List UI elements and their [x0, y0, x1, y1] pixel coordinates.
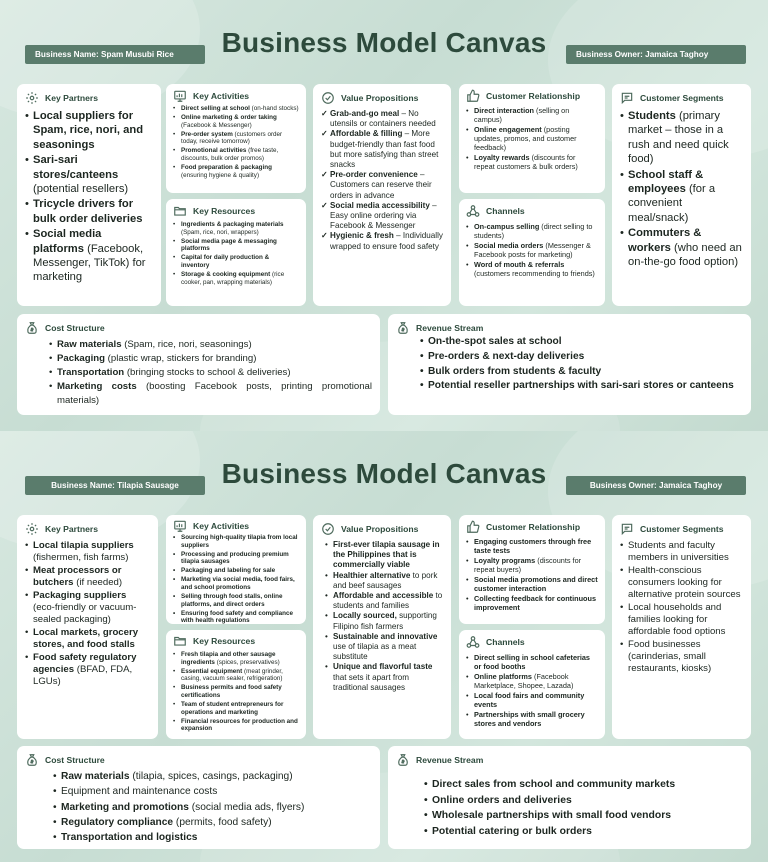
list-item: • Social media orders (Messenger & Facebook posts for marketing)	[466, 241, 598, 259]
revenue-stream-card	[388, 746, 751, 849]
customer-segments-list	[620, 109, 743, 269]
list-item: • Processing and producing premium tilapia sausages	[173, 551, 299, 566]
list-item: ✓ Affordable & filling – More budget-friendly than fast food but more satisfying than street snacks	[321, 129, 443, 170]
list-item: • On-the-spot sales at school	[420, 335, 743, 350]
card-title: Customer Segments	[640, 93, 724, 103]
key-partners-card	[17, 84, 161, 306]
list-item: • Meat processors or butchers (if needed)	[25, 565, 150, 589]
list-item: • Capital for daily production & inventory	[173, 254, 299, 269]
list-item: • Packaging and labeling for sale	[173, 567, 299, 575]
list-item: • Commuters & workers (who need an on-the-go food option)	[620, 226, 743, 269]
list-item: • Online engagement (posting updates, promos, and customer feedback)	[466, 125, 598, 152]
list-item: ✓ Grab-and-go meal – No utensils or containers needed	[321, 109, 443, 129]
list-item: • Wholesale partnerships with small food vendors	[424, 808, 743, 824]
thumbs-up-icon	[466, 89, 480, 103]
customer-relationship-card	[459, 515, 605, 624]
key-resources-list	[173, 651, 299, 733]
network-icon	[466, 635, 480, 649]
customer-relationship-card	[459, 84, 605, 193]
list-item: • First-ever tilapia sausage in the Philippines that is commercially viable	[325, 540, 443, 571]
customer-relationship-list	[466, 106, 598, 171]
list-item: • School staff & employees (for a convenient meal/snack)	[620, 168, 743, 226]
list-item: • Pre-order system (customers order today, receive tomorrow)	[173, 131, 299, 146]
list-item: • Food preparation & packaging (ensuring hygiene & quality)	[173, 164, 299, 179]
badge-icon	[321, 91, 335, 105]
customer-segments-card	[612, 515, 751, 739]
list-item: • Unique and flavorful taste that sets it apart from traditional sausages	[325, 662, 443, 693]
chat-icon	[620, 522, 634, 536]
list-item: • Storage & cooking equipment (rice cooker, pan, wrapping materials)	[173, 271, 299, 286]
page-title: Business Model Canvas	[221, 458, 547, 489]
list-item: • Raw materials (Spam, rice, nori, seasonings)	[49, 338, 372, 352]
list-item: • Local households and families looking for affordable food options	[620, 602, 743, 638]
network-icon	[466, 204, 480, 218]
business-name-badge: Business Name: Spam Musubi Rice	[25, 45, 205, 64]
channels-list	[466, 653, 598, 728]
cost-structure-list	[53, 769, 372, 845]
card-title: Cost Structure	[45, 755, 105, 765]
list-item: • Financial resources for production and expansion	[173, 718, 299, 733]
list-item: • Social media platforms (Facebook, Messenger, TikTok) for marketing	[25, 227, 153, 285]
key-partners-list	[25, 540, 150, 688]
list-item: • Engaging customers through free taste tests	[466, 537, 598, 555]
list-item: • Affordable and accessible to students and families	[325, 591, 443, 611]
list-item: • Potential reseller partnerships with sari-sari stores or canteens	[420, 379, 743, 394]
money-bag-icon	[396, 321, 410, 335]
list-item: • Direct interaction (selling on campus)	[466, 106, 598, 124]
revenue-stream-list	[424, 777, 743, 839]
thumbs-up-icon	[466, 520, 480, 534]
list-item: • Selling through food stalls, online platforms, and direct orders	[173, 593, 299, 608]
business-owner-badge: Business Owner: Jamaica Taghoy	[566, 45, 746, 64]
card-title: Key Resources	[193, 636, 256, 646]
card-title: Channels	[486, 637, 525, 647]
channels-list	[466, 222, 598, 278]
folder-icon	[173, 204, 187, 218]
chart-icon	[173, 89, 187, 103]
revenue-stream-list	[420, 335, 743, 394]
gear-icon	[25, 522, 39, 536]
list-item: • Students (primary market – those in a rush and need quick food)	[620, 109, 743, 167]
list-item: • Sustainable and innovative use of tilapia as a meat substitute	[325, 632, 443, 663]
list-item: • Transportation and logistics	[53, 830, 372, 845]
list-item: • Sari-sari stores/canteens (potential resellers)	[25, 153, 153, 196]
list-item: • Marketing costs (boosting Facebook posts, printing promotional materials)	[49, 380, 372, 408]
card-title: Value Propositions	[341, 524, 419, 534]
card-title: Key Activities	[193, 521, 250, 531]
list-item: ✓ Hygienic & fresh – Individually wrapped to ensure food safety	[321, 231, 443, 251]
list-item: ✓ Pre-order convenience – Customers can reserve their orders in advance	[321, 170, 443, 201]
money-bag-icon	[25, 753, 39, 767]
list-item: • Online platforms (Facebook Marketplace, Shopee, Lazada)	[466, 672, 598, 690]
list-item: • Ingredients & packaging materials (Spam, rice, nori, wrappers)	[173, 221, 299, 236]
list-item: • Partnerships with small grocery stores and vendors	[466, 710, 598, 728]
card-title: Value Propositions	[341, 93, 419, 103]
list-item: • Health-conscious consumers looking for alternative protein sources	[620, 565, 743, 601]
page-title: Business Model Canvas	[221, 27, 547, 58]
list-item: • Business permits and food safety certifications	[173, 684, 299, 699]
list-item: • Direct selling at school (on-hand stocks)	[173, 105, 299, 113]
key-activities-list	[173, 534, 299, 624]
channels-card	[459, 199, 605, 306]
card-title: Key Resources	[193, 206, 256, 216]
list-item: • Local markets, grocery stores, and food stalls	[25, 627, 150, 651]
card-title: Customer Relationship	[486, 522, 581, 532]
list-item: • Regulatory compliance (permits, food safety)	[53, 815, 372, 830]
list-item: • Transportation (bringing stocks to school & deliveries)	[49, 366, 372, 380]
list-item: • Promotional activities (free taste, discounts, bulk order promos)	[173, 147, 299, 162]
badge-icon	[321, 522, 335, 536]
value-propositions-list	[321, 109, 443, 252]
business-name-badge: Business Name: Tilapia Sausage	[25, 476, 205, 495]
list-item: • Locally sourced, supporting Filipino fish farmers	[325, 611, 443, 631]
revenue-stream-card	[388, 314, 751, 415]
list-item: • On-campus selling (direct selling to students)	[466, 222, 598, 240]
list-item: • Marketing via social media, food fairs, and school promotions	[173, 576, 299, 591]
list-item: • Marketing and promotions (social media ads, flyers)	[53, 800, 372, 815]
channels-card	[459, 630, 605, 739]
customer-relationship-list	[466, 537, 598, 612]
list-item: • Loyalty programs (discounts for repeat buyers)	[466, 556, 598, 574]
list-item: • Pre-orders & next-day deliveries	[420, 350, 743, 365]
card-title: Cost Structure	[45, 323, 105, 333]
list-item: • Sourcing high-quality tilapia from local suppliers	[173, 534, 299, 549]
list-item: • Word of mouth & referrals (customers recommending to friends)	[466, 260, 598, 278]
list-item: • Collecting feedback for continuous improvement	[466, 594, 598, 612]
customer-segments-card	[612, 84, 751, 306]
list-item: • Raw materials (tilapia, spices, casings, packaging)	[53, 769, 372, 784]
card-title: Key Partners	[45, 524, 99, 534]
money-bag-icon	[25, 321, 39, 335]
list-item: • Tricycle drivers for bulk order deliveries	[25, 197, 153, 226]
key-resources-card	[166, 199, 306, 306]
list-item: • Direct selling in school cafeterias or food booths	[466, 653, 598, 671]
cost-structure-list	[49, 338, 372, 408]
list-item: • Ensuring food safety and compliance with health regulations	[173, 610, 299, 624]
list-item: • Food businesses (carinderias, small restaurants, kiosks)	[620, 639, 743, 675]
list-item: • Loyalty rewards (discounts for repeat customers & bulk orders)	[466, 153, 598, 171]
list-item: • Food safety regulatory agencies (BFAD, FDA, LGUs)	[25, 652, 150, 688]
key-activities-list	[173, 105, 299, 179]
customer-segments-list	[620, 540, 743, 675]
list-item: • Online orders and deliveries	[424, 793, 743, 809]
list-item: • Packaging (plastic wrap, stickers for branding)	[49, 352, 372, 366]
list-item: • Fresh tilapia and other sausage ingredients (spices, preservatives)	[173, 651, 299, 666]
list-item: • Students and faculty members in universities	[620, 540, 743, 564]
gear-icon	[25, 91, 39, 105]
value-propositions-card	[313, 515, 451, 739]
money-bag-icon	[396, 753, 410, 767]
list-item: ✓ Social media accessibility – Easy online ordering via Facebook & Messenger	[321, 201, 443, 232]
key-partners-list	[25, 109, 153, 285]
list-item: • Direct sales from school and community markets	[424, 777, 743, 793]
key-resources-list	[173, 221, 299, 286]
card-title: Channels	[486, 206, 525, 216]
list-item: • Bulk orders from students & faculty	[420, 365, 743, 380]
list-item: • Online marketing & order taking (Facebook & Messenger)	[173, 114, 299, 129]
card-title: Revenue Stream	[416, 755, 484, 765]
key-activities-card	[166, 84, 306, 193]
list-item: • Local suppliers for Spam, rice, nori, and seasonings	[25, 109, 153, 152]
key-activities-card	[166, 515, 306, 624]
chat-icon	[620, 91, 634, 105]
list-item: • Equipment and maintenance costs	[53, 784, 372, 799]
list-item: • Social media promotions and direct customer interaction	[466, 575, 598, 593]
value-propositions-list	[321, 540, 443, 693]
cost-structure-card	[17, 746, 380, 849]
key-resources-card	[166, 630, 306, 739]
list-item: • Social media page & messaging platforms	[173, 238, 299, 253]
list-item: • Potential catering or bulk orders	[424, 824, 743, 840]
card-title: Key Partners	[45, 93, 99, 103]
card-title: Revenue Stream	[416, 323, 484, 333]
card-title: Customer Segments	[640, 524, 724, 534]
list-item: • Healthier alternative to pork and beef sausages	[325, 571, 443, 591]
canvas-tilapia-sausage	[0, 431, 768, 862]
chart-icon	[173, 519, 187, 533]
list-item: • Local food fairs and community events	[466, 691, 598, 709]
card-title: Customer Relationship	[486, 91, 581, 101]
cost-structure-card	[17, 314, 380, 415]
list-item: • Team of student entrepreneurs for operations and marketing	[173, 701, 299, 716]
folder-icon	[173, 634, 187, 648]
list-item: • Packaging suppliers (eco-friendly or vacuum-sealed packaging)	[25, 590, 150, 626]
list-item: • Local tilapia suppliers (fishermen, fish farms)	[25, 540, 150, 564]
card-title: Key Activities	[193, 91, 250, 101]
business-owner-badge: Business Owner: Jamaica Taghoy	[566, 476, 746, 495]
value-propositions-card	[313, 84, 451, 306]
list-item: • Essential equipment (meat grinder, casing, vacuum sealer, refrigeration)	[173, 668, 299, 683]
key-partners-card	[17, 515, 158, 739]
